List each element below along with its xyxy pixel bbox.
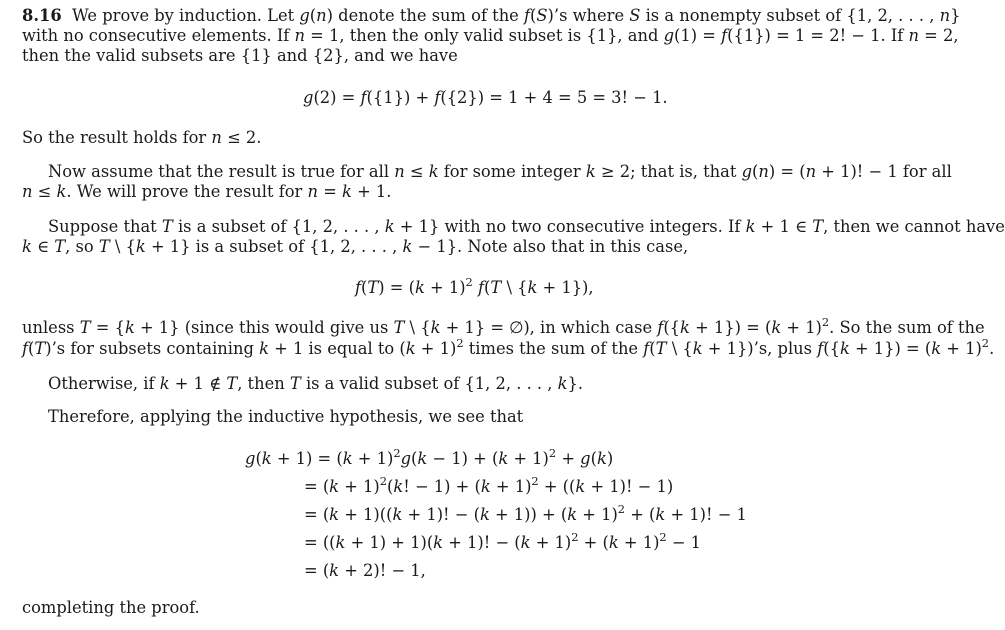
base-case-conclusion: So the result holds for n ≤ 2. [22, 128, 262, 147]
unless-line-2: f(T)’s for subsets containing k + 1 is equal to $(k + 1)^2$ times the sum of the f(T \ {k + 1})’s, plus $f(\{k + 1\}) = (k + 1)^2$. [22, 336, 995, 358]
intro-line-3: then the valid subsets are {1} and {2}, and we have [22, 46, 458, 65]
hypothesis-line-1: Now assume that the result is true for all n ≤ k for some integer k ≥ 2; that is, that g(n) = (n + 1)! − 1 for all [48, 162, 952, 181]
closing-line: completing the proof. [22, 598, 200, 617]
case-line-1: Suppose that T is a subset of {1, 2, . . . , k + 1} with no two consecutive integers. If k + 1 ∈ T, then we cannot have [48, 217, 1005, 236]
derivation-line-4: = ((k + 1) + 1)(k + 1)! − $(k + 1)^2 + (k + 1)^2 - 1$ [304, 530, 702, 552]
case-line-2: k ∈ T, so T \ {k + 1} is a subset of {1, 2, . . . , k − 1}. Note also that in this case, [22, 237, 689, 256]
problem-number: 8.16 [22, 6, 62, 25]
therefore-line: Therefore, applying the inductive hypothesis, we see that [48, 407, 524, 426]
derivation-line-2: = $(k + 1)^2(k$! − $1) + (k + 1)^2 + ((k + 1)$! − 1) [304, 474, 674, 496]
derivation-line-1: $g(k + 1) = (k + 1)^2g(k - 1) + (k + 1)^2 + g(k)$ [245, 446, 614, 468]
otherwise-line: Otherwise, if k + 1 ∉ T, then T is a valid subset of {1, 2, . . . , k}. [48, 374, 584, 393]
derivation-line-3: = (k + 1)((k + 1)! − $(k + 1)) + (k + 1)^2 + (k + 1)$! − 1 [304, 502, 747, 524]
intro-line-1: We prove by induction. Let g(n) denote the sum of the f(S)’s where S is a nonempty subset of {1, 2, . . . , n} [66, 6, 961, 25]
fT-equation: $f(T) = (k + 1)^2$ f(T \ {k + 1}), [355, 275, 594, 297]
problem-statement-line-1 [22, 6, 960, 26]
hypothesis-line-2: n ≤ k. We will prove the result for n = k + 1. [22, 182, 392, 201]
base-case-equation: g(2) = f({1}) + f({2}) = 1 + 4 = 5 = 3! − 1. [303, 88, 668, 107]
derivation-line-5: = (k + 2)! − 1, [304, 561, 426, 580]
unless-line-1: unless T = {k + 1} (since this would give us T \ {k + 1} = ∅), in which case $f(\{k + 1\}) = (k + 1)^2$. So the sum of the [22, 315, 985, 337]
intro-line-2: with no consecutive elements. If n = 1, then the only valid subset is {1}, and g(1) = f({1}) = 1 = 2! − 1. If n = 2, [22, 26, 959, 45]
